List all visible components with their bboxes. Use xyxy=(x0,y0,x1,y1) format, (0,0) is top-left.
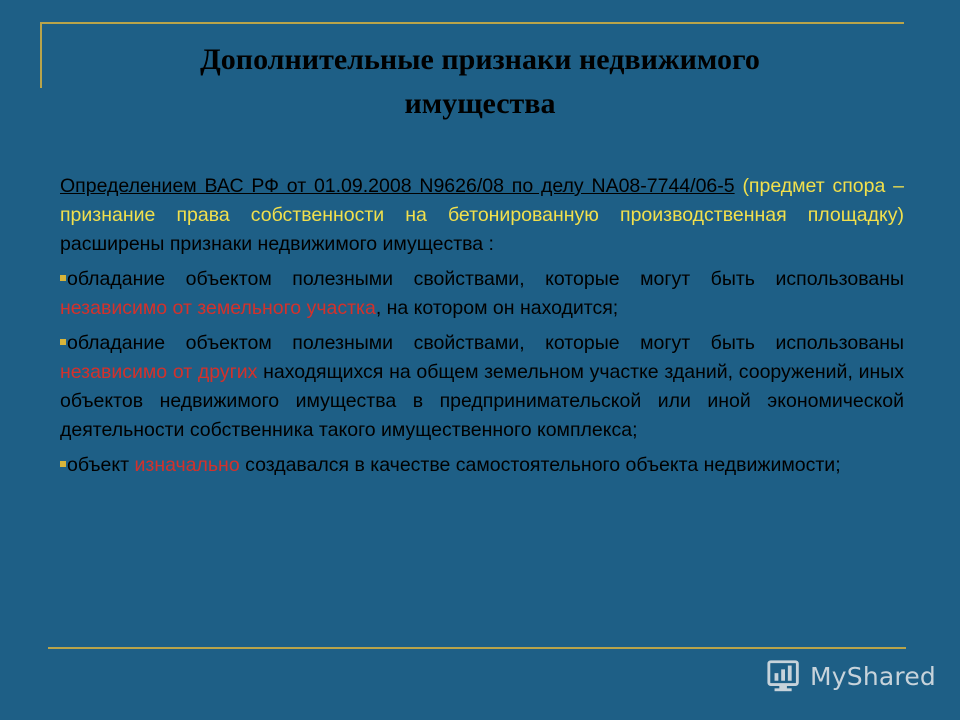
bullet-square-icon xyxy=(60,461,66,467)
watermark-text: MyShared xyxy=(810,661,936,691)
slide-title-line1: Дополнительные признаки недвижимого xyxy=(200,43,760,76)
frame-top-line xyxy=(40,22,904,24)
intro-paragraph xyxy=(60,172,904,259)
slide-title-line2: имущества xyxy=(404,87,556,120)
bullet-item-2 xyxy=(60,329,904,445)
bullet-1-before: обладание объектом полезными свойствами, которые могут быть использованы xyxy=(67,268,904,290)
bullet-square-icon xyxy=(60,339,66,345)
slide-body xyxy=(60,172,904,486)
bullet-item-1 xyxy=(60,265,904,323)
bullet-2-before: обладание объектом полезными свойствами, которые могут быть использованы xyxy=(67,332,904,354)
bullet-item-3 xyxy=(60,451,904,480)
dispute-subject: (предмет спора – признание права собственности на бетонированную производственная площадку) xyxy=(60,175,904,226)
bullet-3-before: объект xyxy=(67,454,135,476)
intro-rest: расширены признаки недвижимого имущества : xyxy=(60,233,494,255)
myshared-logo-icon xyxy=(766,657,804,695)
frame-left-line xyxy=(40,22,42,88)
bullet-1-after: , на котором он находится; xyxy=(375,297,619,319)
bullet-3-after: создавался в качестве самостоятельного объекта недвижимости; xyxy=(239,454,841,476)
myshared-watermark xyxy=(766,654,936,698)
frame-bottom-line xyxy=(48,647,906,649)
bullet-2-after: находящихся на общем земельном участке зданий, сооружений, иных объектов недвижимого имущества в предпринимательской или иной экономической деятельности собственника такого имущественного комплекса; xyxy=(60,361,904,441)
bullet-square-icon xyxy=(60,275,66,281)
ruling-reference: Определением ВАС РФ от 01.09.2008 N9626/08 по делу NA08-7744/06-5 xyxy=(60,175,735,197)
slide-title xyxy=(60,38,900,126)
bullet-2-highlight: независимо от других xyxy=(60,361,258,383)
bullet-1-highlight: независимо от земельного участка xyxy=(60,297,376,319)
bullet-3-highlight: изначально xyxy=(134,454,240,476)
